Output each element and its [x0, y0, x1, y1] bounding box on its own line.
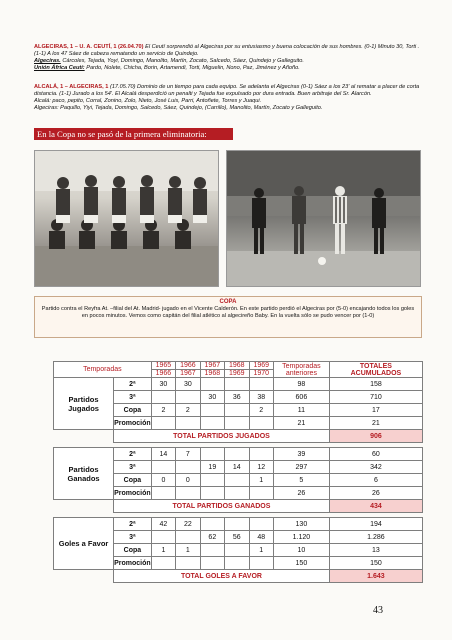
- total-value: 1.643: [329, 570, 422, 583]
- season-value-cell: 0: [151, 474, 175, 487]
- page-number: 43: [373, 605, 383, 616]
- season-value-cell: [176, 557, 200, 570]
- season-value-cell: [249, 487, 273, 500]
- season-value-cell: 19: [200, 461, 224, 474]
- category-cell: 2ª: [114, 518, 152, 531]
- anteriores-cell: 11: [273, 404, 329, 417]
- total-label: TOTAL GOLES A FAVOR: [114, 570, 330, 583]
- season-end: 1968: [204, 370, 221, 377]
- season-value-cell: 42: [151, 518, 175, 531]
- season-value-cell: [225, 518, 249, 531]
- season-value-cell: 14: [225, 461, 249, 474]
- season-value-cell: [249, 417, 273, 430]
- total-row: [54, 500, 423, 513]
- category-cell: 3ª: [114, 461, 152, 474]
- total-cell: 194: [329, 518, 422, 531]
- category-cell: Promoción: [114, 487, 152, 500]
- statistics-table: [53, 361, 423, 583]
- category-cell: 2ª: [114, 448, 152, 461]
- season-value-cell: [176, 391, 200, 404]
- category-cell: 2ª: [114, 378, 152, 391]
- season-value-cell: [200, 474, 224, 487]
- team-label: Unión África Ceutí:: [34, 65, 85, 71]
- season-value-cell: [176, 487, 200, 500]
- season-value-cell: [151, 391, 175, 404]
- category-cell: 3ª: [114, 391, 152, 404]
- anteriores-cell: 21: [273, 417, 329, 430]
- lineup-text: Algeciras: Paquillo, Yiyi, Tejada, Domingo, Salcedo, Sáez, Quindejo, (Carrillo), Manolito, Martín, Zocato y Galleguito.: [34, 105, 323, 111]
- total-cell: 6: [329, 474, 422, 487]
- season-value-cell: 30: [200, 391, 224, 404]
- season-value-cell: [200, 448, 224, 461]
- team-photo-figures: [35, 151, 218, 286]
- season-value-cell: 62: [200, 531, 224, 544]
- season-value-cell: [151, 487, 175, 500]
- match-summary: (17.05.70) Dominio de un tiempo para cada equipo. Se adelanta el Algeciras (0-1) Sáez a los 23' al rematar a placer de corta distancia. (1-1) Jurado a los 54'. El Alcalá desperdició un penalti y Tejada fue expulsado por dura entrada. Buen arbitraje del Sr. Alarcón.: [34, 84, 420, 97]
- season-value-cell: [249, 448, 273, 461]
- season-value-cell: 0: [176, 474, 200, 487]
- season-value-cell: [151, 557, 175, 570]
- season-value-cell: [225, 544, 249, 557]
- category-cell: Copa: [114, 474, 152, 487]
- team-label: Algeciras.: [34, 58, 61, 64]
- anteriores-cell: 1.120: [273, 531, 329, 544]
- category-cell: Promoción: [114, 417, 152, 430]
- total-value: 434: [329, 500, 422, 513]
- header-season: [151, 362, 175, 378]
- spacer-cell: [54, 570, 114, 583]
- table-row: [54, 378, 423, 391]
- total-cell: 710: [329, 391, 422, 404]
- group-label: Goles a Favor: [54, 518, 114, 570]
- header-anteriores-line: anteriores: [285, 369, 317, 377]
- season-value-cell: 1: [249, 474, 273, 487]
- anteriores-cell: 150: [273, 557, 329, 570]
- copa-title: COPA: [219, 299, 237, 305]
- season-value-cell: [249, 557, 273, 570]
- match-report-ceuti: [34, 44, 422, 72]
- season-value-cell: 12: [249, 461, 273, 474]
- group-label: Partidos Jugados: [54, 378, 114, 430]
- season-value-cell: [249, 518, 273, 531]
- header-season: [249, 362, 273, 378]
- table-row: [54, 448, 423, 461]
- total-cell: 1.286: [329, 531, 422, 544]
- total-cell: 13: [329, 544, 422, 557]
- season-value-cell: 38: [249, 391, 273, 404]
- season-start: 1968: [225, 362, 248, 370]
- total-cell: 150: [329, 557, 422, 570]
- season-start: 1966: [176, 362, 199, 370]
- season-value-cell: [225, 448, 249, 461]
- season-end: 1966: [155, 370, 172, 377]
- total-row: [54, 570, 423, 583]
- season-value-cell: 30: [151, 378, 175, 391]
- anteriores-cell: 5: [273, 474, 329, 487]
- season-value-cell: 30: [176, 378, 200, 391]
- header-totales: [329, 362, 422, 378]
- total-cell: 21: [329, 417, 422, 430]
- total-label: TOTAL PARTIDOS GANADOS: [114, 500, 330, 513]
- season-value-cell: 56: [225, 531, 249, 544]
- season-end: 1970: [253, 370, 270, 377]
- season-start: 1967: [201, 362, 224, 370]
- header-anteriores-line: Temporadas: [282, 362, 321, 370]
- header-totales-line: TOTALES: [359, 362, 392, 370]
- season-value-cell: [176, 461, 200, 474]
- season-value-cell: [200, 378, 224, 391]
- header-temporadas: Temporadas: [54, 362, 152, 378]
- match-heading: ALGECIRAS, 1 – U. A. CEUTÍ, 1 (26.04.70): [34, 44, 144, 50]
- season-end: 1967: [180, 370, 196, 377]
- table-row: [54, 518, 423, 531]
- season-end: 1969: [228, 370, 245, 377]
- season-value-cell: 7: [176, 448, 200, 461]
- team-photo: [34, 150, 219, 287]
- season-value-cell: 22: [176, 518, 200, 531]
- header-totales-line: ACUMULADOS: [350, 369, 402, 377]
- season-value-cell: [151, 417, 175, 430]
- match-heading: ALCALÁ, 1 – ALGECIRAS, 1: [34, 84, 109, 90]
- season-value-cell: 2: [151, 404, 175, 417]
- total-cell: 17: [329, 404, 422, 417]
- season-value-cell: [225, 378, 249, 391]
- header-anteriores: [273, 362, 329, 378]
- category-cell: Copa: [114, 544, 152, 557]
- copa-text: Partido contra el Reyfra At. –filial del At. Madrid- jugado en el Vicente Calderón. En este partido perdió el Algeciras por (5-0) encajando todos los goles en pocos minutos. Vemos como capitán del filial atlético al algecireño Baby. En la vuelta sólo se pudo vencer por (1-0): [41, 306, 415, 319]
- season-value-cell: [225, 404, 249, 417]
- captains-photo-figures: [227, 151, 420, 286]
- copa-caption-box: [34, 296, 422, 338]
- lineup-text: Alcalá: paco, pepito, Corral, Zonino, Zolo, Nieto, José Luis, Parri, Antoñete, Torres y Juaqui.: [34, 98, 262, 104]
- total-row: [54, 430, 423, 443]
- season-value-cell: 2: [176, 404, 200, 417]
- season-value-cell: [200, 487, 224, 500]
- season-value-cell: [200, 557, 224, 570]
- season-start: 1969: [250, 362, 273, 370]
- season-value-cell: 1: [249, 544, 273, 557]
- section-title: En la Copa no se pasó de la primera eliminatoria:: [34, 128, 233, 140]
- season-value-cell: [249, 378, 273, 391]
- anteriores-cell: 130: [273, 518, 329, 531]
- season-value-cell: 1: [151, 544, 175, 557]
- total-label: TOTAL PARTIDOS JUGADOS: [114, 430, 330, 443]
- category-cell: Promoción: [114, 557, 152, 570]
- anteriores-cell: 26: [273, 487, 329, 500]
- season-value-cell: [200, 404, 224, 417]
- season-value-cell: [151, 461, 175, 474]
- season-value-cell: [176, 531, 200, 544]
- total-value: 906: [329, 430, 422, 443]
- season-value-cell: [225, 557, 249, 570]
- lineup-text: Pardo, Nolete, Chicha, Borin, Artamendi, Torti, Miguelin, Nono, Paz, Jiménez y Añoño.: [86, 65, 300, 71]
- anteriores-cell: 606: [273, 391, 329, 404]
- match-report-alcala: [34, 84, 422, 112]
- total-cell: 60: [329, 448, 422, 461]
- header-season: [200, 362, 224, 378]
- anteriores-cell: 10: [273, 544, 329, 557]
- season-value-cell: [176, 417, 200, 430]
- header-season: [176, 362, 200, 378]
- anteriores-cell: 297: [273, 461, 329, 474]
- season-value-cell: 48: [249, 531, 273, 544]
- category-cell: 3ª: [114, 531, 152, 544]
- anteriores-cell: 98: [273, 378, 329, 391]
- season-value-cell: [200, 417, 224, 430]
- season-value-cell: [225, 474, 249, 487]
- lineup-text: Cárcoles, Tejada, Yoyi, Domingo, Manolito, Martín, Zocato, Salcedo, Sáez, Quindejo y Galleguito.: [62, 58, 304, 64]
- season-value-cell: 1: [176, 544, 200, 557]
- anteriores-cell: 39: [273, 448, 329, 461]
- captains-photo: [226, 150, 421, 287]
- match-summary: El Ceutí sorprendió al Algeciras por su entusiasmo y buena colocación de sus hombres. (0-1) Minuto 30, Torti . (1-1) A los 47 Sáez de cabeza rematando un servicio de Quindejo.: [34, 44, 420, 57]
- season-value-cell: [225, 487, 249, 500]
- group-label: Partidos Ganados: [54, 448, 114, 500]
- season-value-cell: 14: [151, 448, 175, 461]
- header-season: [225, 362, 249, 378]
- season-value-cell: [200, 518, 224, 531]
- spacer-cell: [54, 430, 114, 443]
- total-cell: 342: [329, 461, 422, 474]
- season-value-cell: 2: [249, 404, 273, 417]
- total-cell: 26: [329, 487, 422, 500]
- season-start: 1965: [152, 362, 175, 370]
- season-value-cell: [200, 544, 224, 557]
- total-cell: 158: [329, 378, 422, 391]
- spacer-cell: [54, 500, 114, 513]
- category-cell: Copa: [114, 404, 152, 417]
- season-value-cell: [151, 531, 175, 544]
- season-value-cell: [225, 417, 249, 430]
- season-value-cell: 36: [225, 391, 249, 404]
